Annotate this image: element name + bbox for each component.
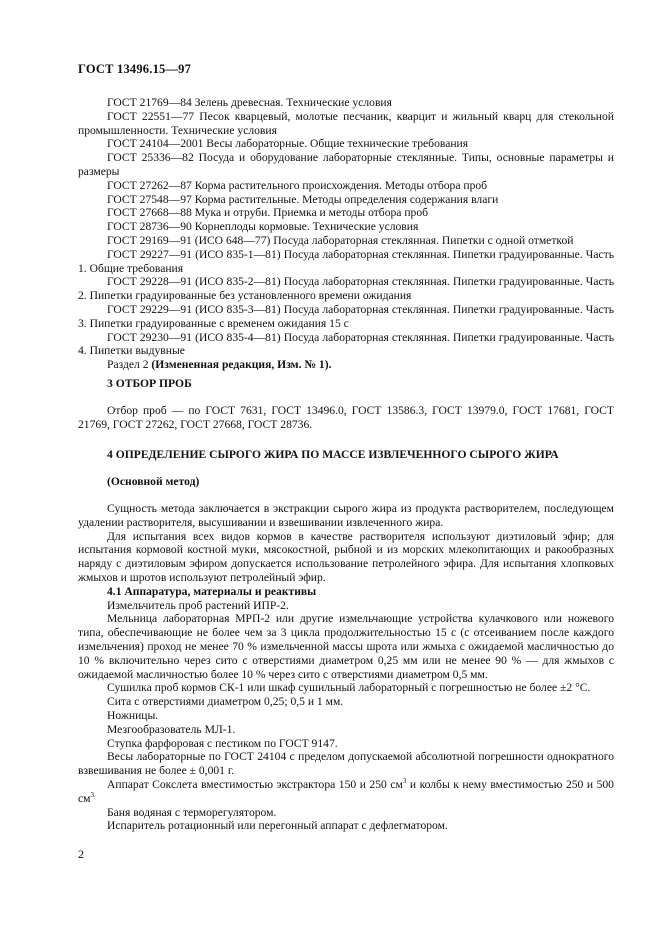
reference-item: ГОСТ 29229—91 (ИСО 835-3—81) Посуда лабораторная стеклянная. Пипетки градуированные. Часть 3. Пипетки градуированные с временем ожидания 15 с	[78, 302, 614, 330]
equipment-item: Ножницы.	[107, 708, 159, 722]
section-4-title: 4 ОПРЕДЕЛЕНИЕ СЫРОГО ЖИРА ПО МАССЕ ИЗВЛЕЧЕННОГО СЫРОГО ЖИРА	[107, 448, 559, 461]
section-4-body	[78, 502, 614, 833]
reference-item: ГОСТ 21769—84 Зелень древесная. Технические условия	[107, 96, 392, 109]
amendment-bold: (Измененная редакция, Изм. № 1).	[151, 358, 332, 372]
amendment-note	[78, 358, 614, 372]
soxhlet-sup-1: 3	[402, 777, 407, 786]
page-header: ГОСТ 13496.15—97	[78, 62, 192, 76]
page-number: 2	[78, 847, 84, 861]
section-3-body	[78, 404, 614, 432]
reference-item: ГОСТ 27668—88 Мука и отруби. Приемка и методы отбора проб	[107, 206, 429, 220]
equipment-item: Сушилка проб кормов СК-1 или шкаф сушильный лабораторный с погрешностью не более ±2 °С.	[107, 681, 591, 695]
amendment-prefix: Раздел 2	[107, 358, 152, 372]
equipment-item: Баня водяная с терморегулятором.	[107, 805, 277, 819]
section-4-subtitle-block	[78, 475, 614, 489]
soxhlet-text-a: Аппарат Сокслета вместимостью экстрактора 150 и 250 см	[107, 777, 403, 791]
reference-item: ГОСТ 29230—91 (ИСО 835-4—81) Посуда лабораторная стеклянная. Пипетки градуированные. Часть 4. Пипетки выдувные	[78, 330, 614, 358]
reference-item: ГОСТ 22551—77 Песок кварцевый, молотые песчаник, кварцит и жильный кварц для стекольной промышленности. Технические условия	[78, 109, 614, 137]
soxhlet-sup-2: 3.	[90, 790, 96, 799]
section-3-text: Отбор проб — по ГОСТ 7631, ГОСТ 13496.0, ГОСТ 13586.3, ГОСТ 13979.0, ГОСТ 17681, ГОСТ 21769, ГОСТ 27262, ГОСТ 27668, ГОСТ 28736.	[78, 404, 614, 431]
equipment-item-soxhlet	[78, 778, 614, 806]
references-list	[78, 96, 614, 372]
equipment-item: Испаритель ротационный или перегонный аппарат с дефлегматором.	[107, 819, 448, 833]
reference-item: ГОСТ 29227—91 (ИСО 835-1—81) Посуда лабораторная стеклянная. Пипетки градуированные. Часть 1. Общие требования	[78, 247, 614, 275]
equipment-item: Сита с отверстиями диаметром 0,25; 0,5 и 1 мм.	[107, 695, 344, 709]
equipment-item: Ступка фарфоровая с пестиком по ГОСТ 9147.	[107, 736, 338, 750]
reference-item: ГОСТ 27262—87 Корма растительного происхождения. Методы отбора проб	[107, 178, 488, 192]
solvent-paragraph: Для испытания всех видов кормов в качестве растворителя используют диэтиловый эфир; для испытания кормовой костной муки, мясокостной, рыбной и из морских млекопитающих и ракообразных наряду с диэтиловым эфиром допускается использование петролейного эфира. Для испытания хлопковых жмыхов и шротов используют петролейный эфир.	[78, 529, 614, 584]
section-3	[78, 377, 614, 391]
reference-item: ГОСТ 25336—82 Посуда и оборудование лабораторные стеклянные. Типы, основные параметры и размеры	[78, 151, 614, 178]
equipment-item: Мельница лабораторная МРП-2 или другие измельчающие устройства кулачкового или ножевого типа, обеспечивающие не более чем за 3 цикла продолжительностью 15 с (с отсеиванием после каждого измельчения) проход не менее 70 % измельченной массы шрота или жмыха с ожидаемой масличностью до 10 % включительно через сито с отверстиями диаметром 0,25 мм или не менее 90 % — для жмыхов с ожидаемой масличностью более 10 % через сито с отверстиями диаметром 0,5 мм.	[78, 612, 614, 681]
reference-item: ГОСТ 27548—97 Корма растительные. Методы определения содержания влаги	[107, 192, 499, 206]
reference-item: ГОСТ 24104—2001 Весы лабораторные. Общие технические требования	[107, 137, 469, 151]
reference-item: ГОСТ 29169—91 (ИСО 648—77) Посуда лабораторная стеклянная. Пипетки с одной отметкой	[107, 233, 574, 247]
equipment-item: Измельчитель проб растений ИПР-2.	[107, 598, 289, 612]
reference-item: ГОСТ 28736—90 Корнеплоды кормовые. Технические условия	[107, 220, 419, 234]
subsection-4-1-title: 4.1 Аппаратура, материалы и реактивы	[107, 584, 317, 598]
equipment-item: Мезгообразователь МЛ-1.	[107, 722, 236, 736]
reference-item: ГОСТ 29228—91 (ИСО 835-2—81) Посуда лабораторная стеклянная. Пипетки градуированные. Часть 2. Пипетки градуированные без установленного времени ожидания	[78, 275, 614, 303]
section-4-subtitle: (Основной метод)	[107, 475, 200, 488]
section-4-heading	[78, 448, 614, 462]
section-3-title: 3 ОТБОР ПРОБ	[107, 377, 192, 390]
method-principle: Сущность метода заключается в экстракции сырого жира из продукта растворителем, последующем удалении растворителя, высушивании и взвешивании извлеченного жира.	[78, 502, 614, 529]
soxhlet-text-b: и колбы к нему вместимостью 250 и 500 см	[78, 777, 614, 805]
equipment-item: Весы лабораторные по ГОСТ 24104 с пределом допускаемой абсолютной погрешности однократного взвешивания не более ± 0,001 г.	[78, 750, 614, 778]
